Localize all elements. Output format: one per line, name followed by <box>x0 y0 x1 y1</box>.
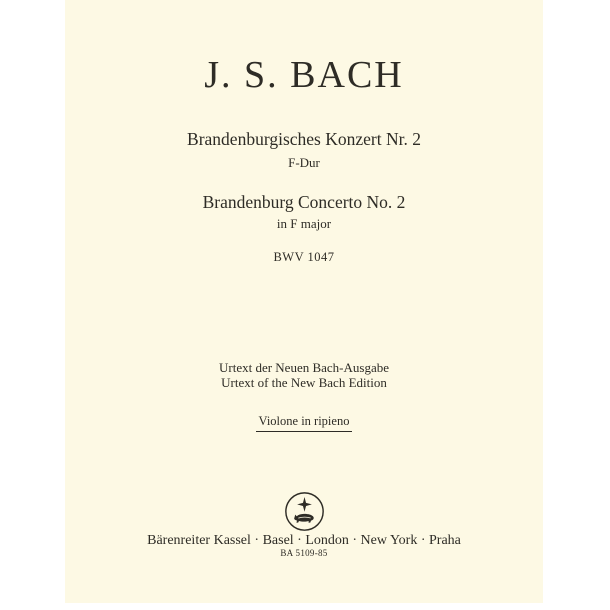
composer-name: J. S. BACH <box>204 54 404 96</box>
publisher-logo-area <box>65 491 543 532</box>
urtext-note-english: Urtext of the New Bach Edition <box>221 375 387 390</box>
part-label: Violone in ripieno <box>256 414 353 432</box>
work-title-german: Brandenburgisches Konzert Nr. 2 <box>187 129 421 149</box>
barenreiter-bear-logo-icon <box>284 491 325 532</box>
work-key-german: F-Dur <box>288 155 320 170</box>
work-title-english: Brandenburg Concerto No. 2 <box>202 192 406 212</box>
plate-number: BA 5109-85 <box>280 548 328 558</box>
publisher-imprint: Bärenreiter Kassel · Basel · London · New York · Praha <box>147 533 461 548</box>
catalog-number: BWV 1047 <box>273 250 335 264</box>
part-label-line <box>65 414 543 432</box>
work-key-english: in F major <box>276 216 332 231</box>
urtext-note-german: Urtext der Neuen Bach-Ausgabe <box>218 360 389 375</box>
score-cover-paper <box>65 0 543 603</box>
